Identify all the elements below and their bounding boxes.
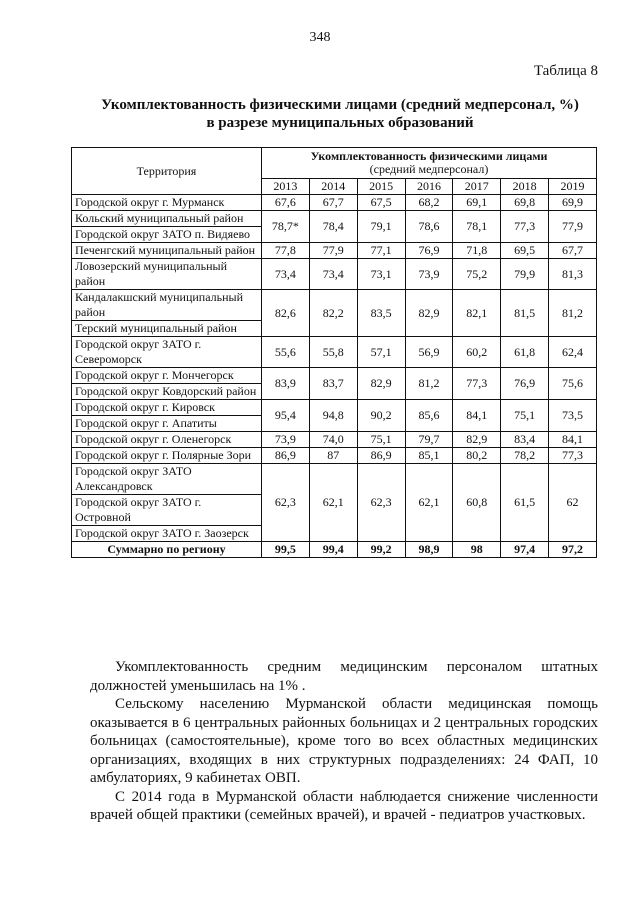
value-cell: 67,7 [549,243,597,259]
territory-cell: Городской округ г. Мончегорск [72,368,262,384]
territory-cell: Терский муниципальный район [72,321,262,337]
total-value-cell: 98,9 [405,542,453,558]
table-row [72,368,597,384]
year-header: 2016 [405,179,453,195]
page-number: 348 [309,30,331,45]
value-cell: 87 [309,448,357,464]
value-cell: 69,5 [501,243,549,259]
total-row [72,542,597,558]
value-cell: 73,4 [262,259,310,290]
table-row [72,243,597,259]
value-cell: 67,7 [309,195,357,211]
value-cell: 62,3 [262,464,310,542]
territory-cell: Печенгский муниципальный район [72,243,262,259]
year-header: 2013 [262,179,310,195]
value-cell: 81,3 [549,259,597,290]
value-cell: 57,1 [357,337,405,368]
territory-cell: Городской округ г. Мурманск [72,195,262,211]
value-cell: 75,6 [549,368,597,400]
value-cell: 90,2 [357,400,405,432]
value-cell: 82,9 [405,290,453,337]
year-header: 2015 [357,179,405,195]
value-cell: 79,7 [405,432,453,448]
table-title [40,96,640,132]
value-cell: 60,8 [453,464,501,542]
value-cell: 55,6 [262,337,310,368]
value-cell: 76,9 [405,243,453,259]
table-row [72,337,597,368]
value-cell: 84,1 [549,432,597,448]
value-cell: 82,6 [262,290,310,337]
total-value-cell: 97,2 [549,542,597,558]
value-cell: 69,8 [501,195,549,211]
total-value-cell: 99,5 [262,542,310,558]
value-cell: 77,3 [549,448,597,464]
value-cell: 84,1 [453,400,501,432]
value-cell: 77,3 [453,368,501,400]
table-row [72,400,597,416]
value-cell: 61,8 [501,337,549,368]
value-cell: 80,2 [453,448,501,464]
value-cell: 82,9 [357,368,405,400]
table-row [72,464,597,495]
value-cell: 67,5 [357,195,405,211]
year-header: 2018 [501,179,549,195]
territory-cell: Кольский муниципальный район [72,211,262,227]
value-cell: 79,1 [357,211,405,243]
table-row [72,211,597,227]
value-cell: 81,2 [405,368,453,400]
value-cell: 60,2 [453,337,501,368]
value-cell: 75,1 [501,400,549,432]
value-cell: 69,9 [549,195,597,211]
table-row [72,432,597,448]
territory-cell: Городской округ ЗАТО п. Видяево [72,227,262,243]
value-cell: 86,9 [262,448,310,464]
value-cell: 75,2 [453,259,501,290]
value-cell: 55,8 [309,337,357,368]
value-cell: 83,7 [309,368,357,400]
value-cell: 85,1 [405,448,453,464]
value-cell: 73,4 [309,259,357,290]
value-cell: 62,1 [309,464,357,542]
territory-cell: Городской округ г. Апатиты [72,416,262,432]
value-cell: 75,1 [357,432,405,448]
value-cell: 78,7* [262,211,310,243]
value-cell: 71,8 [453,243,501,259]
value-cell: 83,9 [262,368,310,400]
value-cell: 86,9 [357,448,405,464]
value-cell: 73,5 [549,400,597,432]
territory-cell: Городской округ ЗАТО г. Островной [72,495,262,526]
staffing-table [71,147,597,558]
title-line-2: в разрезе муниципальных образований [206,115,474,131]
year-header: 2014 [309,179,357,195]
value-cell: 77,9 [309,243,357,259]
value-cell: 79,9 [501,259,549,290]
value-cell: 68,2 [405,195,453,211]
territory-cell: Городской округ Ковдорский район [72,384,262,400]
value-cell: 62,4 [549,337,597,368]
value-cell: 78,1 [453,211,501,243]
value-cell: 62,1 [405,464,453,542]
group-subheader-text: (средний медперсонал) [369,162,489,176]
territory-cell: Кандалакшский муниципальный район [72,290,262,321]
value-cell: 78,4 [309,211,357,243]
value-cell: 77,9 [549,211,597,243]
value-cell: 77,8 [262,243,310,259]
table-row [72,195,597,211]
paragraph: Сельскому населению Мурманской области медицинская помощь оказывается в 6 центральных районных больницах и 2 центральных городских больницах (самостоятельные), кроме того во всех областных медицинских организациях, входящих в них структурных подразделениях: 24 ФАП, 10 амбулаториях, 9 кабинетах ОВП. [90,696,598,786]
value-cell: 73,9 [405,259,453,290]
value-cell: 74,0 [309,432,357,448]
territory-cell: Городской округ г. Полярные Зори [72,448,262,464]
territory-cell: Городской округ г. Кировск [72,400,262,416]
total-value-cell: 97,4 [501,542,549,558]
territory-cell: Ловозерский муниципальный район [72,259,262,290]
paragraph: С 2014 года в Мурманской области наблюдается снижение численности врачей общей практики (семейных врачей), и врачей - педиатров участковых. [90,788,598,823]
group-header-text: Укомплектованность физическими лицами [310,149,548,163]
value-cell: 82,2 [309,290,357,337]
table-row [72,259,597,290]
value-cell: 73,1 [357,259,405,290]
value-cell: 95,4 [262,400,310,432]
territory-cell: Городской округ ЗАТО Александровск [72,464,262,495]
year-header: 2019 [549,179,597,195]
table-label: Таблица 8 [533,63,598,79]
value-cell: 62,3 [357,464,405,542]
value-cell: 77,3 [501,211,549,243]
value-cell: 56,9 [405,337,453,368]
value-cell: 61,5 [501,464,549,542]
title-line-1: Укомплектованность физическими лицами (средний медперсонал, %) [101,97,579,113]
total-label: Суммарно по региону [72,542,262,558]
value-cell: 76,9 [501,368,549,400]
territory-header: Территория [72,148,262,195]
value-cell: 78,2 [501,448,549,464]
body-text [90,658,598,825]
total-value-cell: 99,4 [309,542,357,558]
total-value-cell: 99,2 [357,542,405,558]
value-cell: 67,6 [262,195,310,211]
table-row [72,290,597,321]
value-cell: 81,5 [501,290,549,337]
value-cell: 73,9 [262,432,310,448]
territory-cell: Городской округ ЗАТО г. Заозерск [72,526,262,542]
value-cell: 69,1 [453,195,501,211]
value-cell: 83,5 [357,290,405,337]
value-cell: 81,2 [549,290,597,337]
year-header: 2017 [453,179,501,195]
territory-cell: Городской округ г. Оленегорск [72,432,262,448]
value-cell: 83,4 [501,432,549,448]
value-cell: 77,1 [357,243,405,259]
value-cell: 78,6 [405,211,453,243]
value-cell: 94,8 [309,400,357,432]
total-value-cell: 98 [453,542,501,558]
value-cell: 85,6 [405,400,453,432]
paragraph: Укомплектованность средним медицинским персоналом штатных должностей уменьшилась на 1% . [90,659,598,694]
value-cell: 82,9 [453,432,501,448]
value-cell: 82,1 [453,290,501,337]
table-row [72,448,597,464]
staffing-group-header [262,148,597,179]
territory-cell: Городской округ ЗАТО г. Североморск [72,337,262,368]
value-cell: 62 [549,464,597,542]
